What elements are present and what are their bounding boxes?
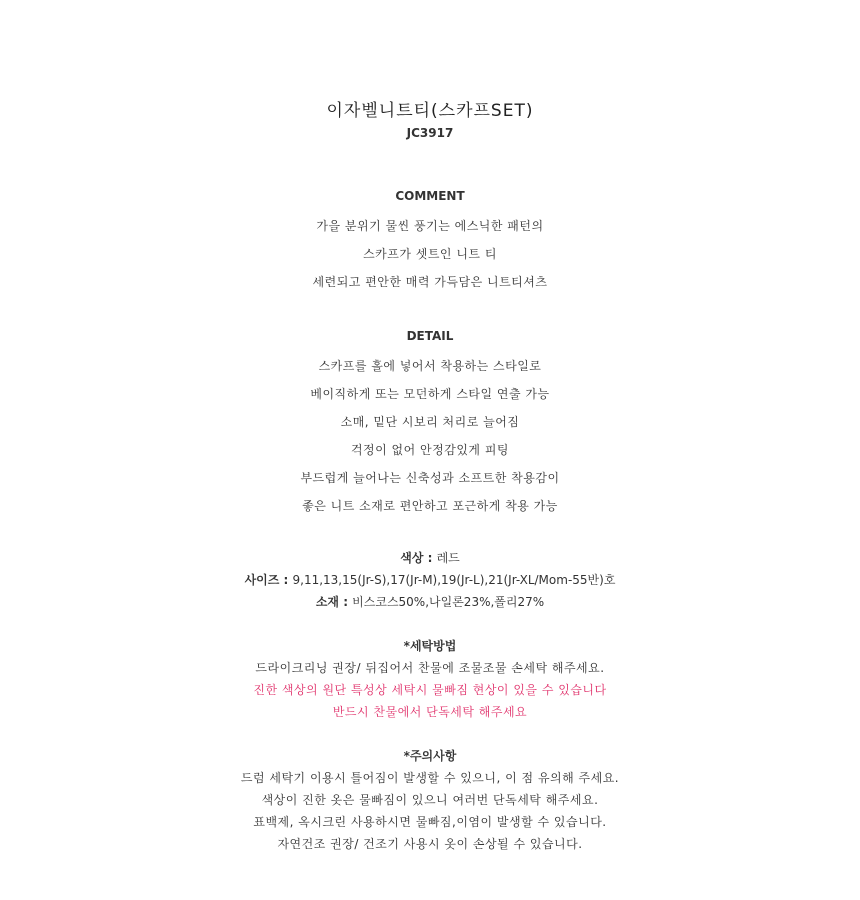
spec-size-label: 사이즈 :: [244, 573, 293, 587]
spec-color-value: 레드: [436, 551, 460, 565]
spec-material: [0, 593, 860, 610]
spec-material-value: 비스코스50%,나일론23%,폴리27%: [352, 595, 545, 609]
spec-color: [0, 549, 860, 566]
spec-color-label: 색상 :: [400, 551, 437, 565]
washing-warning: 반드시 찬물에서 단독세탁 해주세요: [332, 705, 528, 719]
spec-size-value: 9,11,13,15(Jr-S),17(Jr-M),19(Jr-L),21(Jr-XL/Mom-55반)호: [292, 573, 616, 587]
detail-line: 걱정이 없어 안정감있게 피팅: [350, 443, 510, 457]
detail-line: 좋은 니트 소재로 편안하고 포근하게 착용 가능: [302, 499, 558, 513]
spec-material-label: 소재 :: [315, 595, 353, 609]
detail-line: 베이직하게 또는 모던하게 스타일 연출 가능: [310, 387, 550, 401]
washing-heading: *세탁방법: [403, 639, 457, 653]
product-code: JC3917: [406, 126, 454, 140]
caution-heading: *주의사항: [403, 749, 457, 763]
detail-line: 소매, 밑단 시보리 처리로 늘어짐: [340, 415, 520, 429]
washing-line: 드라이크리닝 권장/ 뒤집어서 찬물에 조물조물 손세탁 해주세요.: [255, 661, 605, 675]
comment-line: 스카프가 셋트인 니트 티: [363, 247, 497, 261]
detail-heading: DETAIL: [406, 329, 454, 343]
comment-heading: COMMENT: [395, 189, 465, 203]
caution-line: 색상이 진한 옷은 물빠짐이 있으니 여러번 단독세탁 해주세요.: [261, 793, 599, 807]
comment-line: 세련되고 편안한 매력 가득담은 니트티셔츠: [312, 275, 548, 289]
caution-line: 자연건조 권장/ 건조기 사용시 옷이 손상될 수 있습니다.: [277, 837, 583, 851]
washing-warning: 진한 색상의 원단 특성상 세탁시 물빠짐 현상이 있을 수 있습니다: [253, 683, 607, 697]
detail-line: 부드럽게 늘어나는 신축성과 소프트한 착용감이: [300, 471, 560, 485]
product-title: 이자벨니트티(스카프SET): [326, 101, 534, 121]
detail-line: 스카프를 홀에 넣어서 착용하는 스타일로: [318, 359, 542, 373]
comment-line: 가을 분위기 물씬 풍기는 에스닉한 패턴의: [316, 219, 544, 233]
spec-size: [0, 571, 860, 588]
caution-line: 표백제, 옥시크린 사용하시면 물빠짐,이염이 발생할 수 있습니다.: [253, 815, 607, 829]
caution-line: 드럼 세탁기 이용시 틀어짐이 발생할 수 있으니, 이 점 유의해 주세요.: [240, 771, 620, 785]
